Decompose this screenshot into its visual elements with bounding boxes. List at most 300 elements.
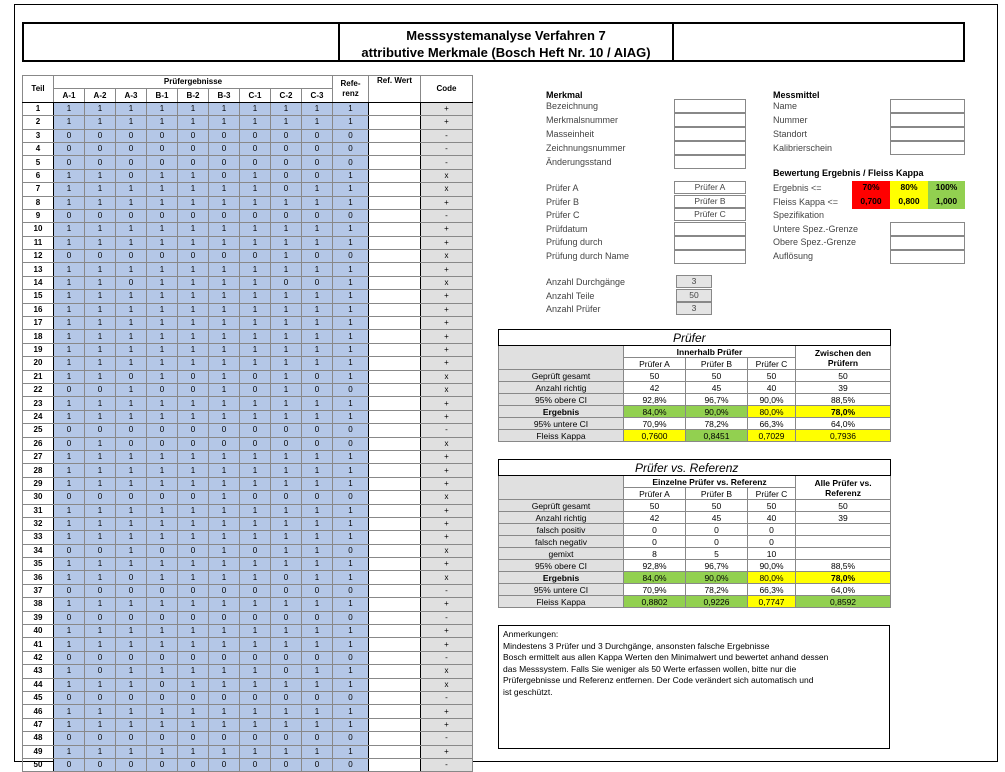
- ref-wert-cell[interactable]: [369, 343, 421, 356]
- result-cell[interactable]: 0: [209, 250, 240, 263]
- result-cell[interactable]: 1: [147, 450, 178, 463]
- ref-wert-cell[interactable]: [369, 638, 421, 651]
- result-cell[interactable]: 1: [147, 464, 178, 477]
- result-cell[interactable]: 1: [85, 183, 116, 196]
- result-cell[interactable]: 1: [116, 223, 147, 236]
- result-cell[interactable]: 1: [147, 343, 178, 356]
- result-cell[interactable]: 0: [54, 156, 85, 169]
- result-cell[interactable]: 0: [116, 169, 147, 182]
- result-cell[interactable]: 1: [240, 102, 271, 115]
- result-cell[interactable]: 1: [54, 397, 85, 410]
- result-cell[interactable]: 1: [85, 598, 116, 611]
- result-cell[interactable]: 1: [240, 678, 271, 691]
- result-cell[interactable]: 1: [54, 571, 85, 584]
- result-cell[interactable]: 0: [147, 437, 178, 450]
- result-cell[interactable]: 0: [302, 584, 333, 597]
- result-cell[interactable]: 1: [116, 196, 147, 209]
- result-cell[interactable]: 1: [209, 531, 240, 544]
- reference-cell[interactable]: 1: [333, 303, 369, 316]
- result-cell[interactable]: 1: [54, 196, 85, 209]
- result-cell[interactable]: 1: [240, 638, 271, 651]
- result-cell[interactable]: 1: [178, 665, 209, 678]
- result-cell[interactable]: 1: [302, 183, 333, 196]
- result-cell[interactable]: 1: [116, 678, 147, 691]
- result-cell[interactable]: 1: [85, 571, 116, 584]
- result-cell[interactable]: 0: [147, 209, 178, 222]
- result-cell[interactable]: 0: [240, 142, 271, 155]
- result-cell[interactable]: 0: [116, 424, 147, 437]
- result-cell[interactable]: 1: [271, 517, 302, 530]
- result-cell[interactable]: 1: [302, 343, 333, 356]
- result-cell[interactable]: 1: [147, 625, 178, 638]
- result-cell[interactable]: 1: [85, 477, 116, 490]
- pruefdatum-field[interactable]: [674, 222, 746, 236]
- ref-wert-cell[interactable]: [369, 544, 421, 557]
- result-cell[interactable]: 1: [240, 625, 271, 638]
- result-cell[interactable]: 1: [178, 531, 209, 544]
- result-cell[interactable]: 1: [147, 504, 178, 517]
- result-cell[interactable]: 1: [116, 638, 147, 651]
- result-cell[interactable]: 1: [240, 223, 271, 236]
- ref-wert-cell[interactable]: [369, 383, 421, 396]
- result-cell[interactable]: 1: [54, 410, 85, 423]
- result-cell[interactable]: 1: [54, 169, 85, 182]
- result-cell[interactable]: 1: [240, 558, 271, 571]
- result-cell[interactable]: 1: [147, 410, 178, 423]
- result-cell[interactable]: 0: [209, 424, 240, 437]
- result-cell[interactable]: 1: [178, 196, 209, 209]
- result-cell[interactable]: 0: [240, 491, 271, 504]
- result-cell[interactable]: 0: [116, 156, 147, 169]
- ref-wert-cell[interactable]: [369, 236, 421, 249]
- result-cell[interactable]: 0: [271, 156, 302, 169]
- result-cell[interactable]: 0: [116, 732, 147, 745]
- result-cell[interactable]: 1: [271, 102, 302, 115]
- result-cell[interactable]: 1: [85, 370, 116, 383]
- result-cell[interactable]: 0: [85, 142, 116, 155]
- aufloesung-field[interactable]: [890, 250, 965, 264]
- result-cell[interactable]: 1: [54, 183, 85, 196]
- result-cell[interactable]: 1: [209, 450, 240, 463]
- ref-wert-cell[interactable]: [369, 732, 421, 745]
- result-cell[interactable]: 1: [54, 638, 85, 651]
- result-cell[interactable]: 1: [302, 236, 333, 249]
- result-cell[interactable]: 0: [54, 383, 85, 396]
- reference-cell[interactable]: 1: [333, 357, 369, 370]
- result-cell[interactable]: 0: [54, 584, 85, 597]
- result-cell[interactable]: 0: [271, 129, 302, 142]
- result-cell[interactable]: 0: [271, 183, 302, 196]
- result-cell[interactable]: 0: [302, 383, 333, 396]
- result-cell[interactable]: 0: [54, 651, 85, 664]
- result-cell[interactable]: 0: [147, 129, 178, 142]
- result-cell[interactable]: 1: [178, 343, 209, 356]
- result-cell[interactable]: 0: [178, 732, 209, 745]
- ref-wert-cell[interactable]: [369, 705, 421, 718]
- ref-wert-cell[interactable]: [369, 598, 421, 611]
- result-cell[interactable]: 1: [116, 236, 147, 249]
- result-cell[interactable]: 1: [302, 477, 333, 490]
- result-cell[interactable]: 1: [147, 517, 178, 530]
- ref-wert-cell[interactable]: [369, 303, 421, 316]
- ref-wert-cell[interactable]: [369, 745, 421, 758]
- result-cell[interactable]: 1: [178, 102, 209, 115]
- reference-cell[interactable]: 0: [333, 758, 369, 771]
- result-cell[interactable]: 1: [302, 116, 333, 129]
- reference-cell[interactable]: 1: [333, 169, 369, 182]
- result-cell[interactable]: 1: [116, 450, 147, 463]
- result-cell[interactable]: 0: [147, 250, 178, 263]
- reference-cell[interactable]: 0: [333, 732, 369, 745]
- result-cell[interactable]: 1: [147, 116, 178, 129]
- result-cell[interactable]: 0: [209, 691, 240, 704]
- result-cell[interactable]: 0: [240, 437, 271, 450]
- reference-cell[interactable]: 1: [333, 236, 369, 249]
- result-cell[interactable]: 1: [147, 223, 178, 236]
- result-cell[interactable]: 1: [302, 571, 333, 584]
- result-cell[interactable]: 1: [85, 705, 116, 718]
- result-cell[interactable]: 1: [116, 343, 147, 356]
- result-cell[interactable]: 1: [178, 397, 209, 410]
- result-cell[interactable]: 1: [302, 263, 333, 276]
- result-cell[interactable]: 1: [178, 330, 209, 343]
- result-cell[interactable]: 0: [116, 250, 147, 263]
- result-cell[interactable]: 0: [85, 250, 116, 263]
- result-cell[interactable]: 1: [116, 517, 147, 530]
- result-cell[interactable]: 1: [116, 397, 147, 410]
- result-cell[interactable]: 1: [178, 625, 209, 638]
- result-cell[interactable]: 1: [209, 183, 240, 196]
- result-cell[interactable]: 0: [147, 678, 178, 691]
- result-cell[interactable]: 0: [85, 544, 116, 557]
- result-cell[interactable]: 1: [240, 705, 271, 718]
- result-cell[interactable]: 1: [116, 317, 147, 330]
- result-cell[interactable]: 1: [54, 370, 85, 383]
- result-cell[interactable]: 1: [147, 558, 178, 571]
- result-cell[interactable]: 1: [54, 236, 85, 249]
- result-cell[interactable]: 1: [302, 196, 333, 209]
- result-cell[interactable]: 0: [85, 732, 116, 745]
- result-cell[interactable]: 0: [209, 129, 240, 142]
- result-cell[interactable]: 1: [85, 223, 116, 236]
- result-cell[interactable]: 0: [116, 584, 147, 597]
- result-cell[interactable]: 1: [209, 276, 240, 289]
- result-cell[interactable]: 1: [85, 263, 116, 276]
- untere-spez-field[interactable]: [890, 222, 965, 236]
- result-cell[interactable]: 1: [209, 504, 240, 517]
- result-cell[interactable]: 1: [178, 223, 209, 236]
- reference-cell[interactable]: 0: [333, 209, 369, 222]
- result-cell[interactable]: 0: [147, 142, 178, 155]
- result-cell[interactable]: 0: [302, 611, 333, 624]
- result-cell[interactable]: 1: [240, 718, 271, 731]
- result-cell[interactable]: 1: [271, 705, 302, 718]
- pruefer-b-field[interactable]: Prüfer B: [674, 195, 746, 208]
- result-cell[interactable]: 1: [147, 303, 178, 316]
- result-cell[interactable]: 1: [271, 718, 302, 731]
- result-cell[interactable]: 0: [85, 209, 116, 222]
- result-cell[interactable]: 1: [116, 665, 147, 678]
- result-cell[interactable]: 1: [271, 410, 302, 423]
- result-cell[interactable]: 1: [85, 276, 116, 289]
- bezeichnung-field[interactable]: [674, 99, 746, 113]
- result-cell[interactable]: 0: [271, 169, 302, 182]
- result-cell[interactable]: 1: [178, 678, 209, 691]
- result-cell[interactable]: 0: [85, 651, 116, 664]
- ref-wert-cell[interactable]: [369, 611, 421, 624]
- result-cell[interactable]: 1: [116, 504, 147, 517]
- result-cell[interactable]: 0: [54, 491, 85, 504]
- result-cell[interactable]: 1: [271, 638, 302, 651]
- zeichnungsnummer-field[interactable]: [674, 141, 746, 155]
- result-cell[interactable]: 1: [116, 263, 147, 276]
- ref-wert-cell[interactable]: [369, 410, 421, 423]
- reference-cell[interactable]: 0: [333, 156, 369, 169]
- reference-cell[interactable]: 0: [333, 584, 369, 597]
- result-cell[interactable]: 1: [209, 544, 240, 557]
- result-cell[interactable]: 0: [178, 437, 209, 450]
- result-cell[interactable]: 1: [302, 317, 333, 330]
- result-cell[interactable]: 1: [271, 383, 302, 396]
- result-cell[interactable]: 1: [178, 263, 209, 276]
- result-cell[interactable]: 1: [271, 343, 302, 356]
- result-cell[interactable]: 1: [209, 571, 240, 584]
- ref-wert-cell[interactable]: [369, 758, 421, 771]
- result-cell[interactable]: 1: [302, 397, 333, 410]
- result-cell[interactable]: 1: [240, 357, 271, 370]
- reference-cell[interactable]: 1: [333, 223, 369, 236]
- result-cell[interactable]: 0: [178, 383, 209, 396]
- reference-cell[interactable]: 1: [333, 718, 369, 731]
- result-cell[interactable]: 1: [85, 357, 116, 370]
- result-cell[interactable]: 1: [209, 330, 240, 343]
- result-cell[interactable]: 1: [54, 464, 85, 477]
- ref-wert-cell[interactable]: [369, 397, 421, 410]
- result-cell[interactable]: 1: [54, 450, 85, 463]
- result-cell[interactable]: 1: [54, 531, 85, 544]
- result-cell[interactable]: 1: [240, 236, 271, 249]
- result-cell[interactable]: 1: [116, 477, 147, 490]
- result-cell[interactable]: 0: [54, 544, 85, 557]
- result-cell[interactable]: 1: [271, 625, 302, 638]
- result-cell[interactable]: 1: [240, 196, 271, 209]
- result-cell[interactable]: 1: [302, 410, 333, 423]
- reference-cell[interactable]: 1: [333, 678, 369, 691]
- reference-cell[interactable]: 1: [333, 558, 369, 571]
- reference-cell[interactable]: 0: [333, 383, 369, 396]
- ref-wert-cell[interactable]: [369, 370, 421, 383]
- result-cell[interactable]: 1: [85, 317, 116, 330]
- standort-field[interactable]: [890, 127, 965, 141]
- result-cell[interactable]: 1: [116, 598, 147, 611]
- reference-cell[interactable]: 1: [333, 745, 369, 758]
- result-cell[interactable]: 1: [54, 517, 85, 530]
- result-cell[interactable]: 1: [147, 290, 178, 303]
- reference-cell[interactable]: 0: [333, 611, 369, 624]
- result-cell[interactable]: 1: [85, 437, 116, 450]
- result-cell[interactable]: 1: [116, 745, 147, 758]
- result-cell[interactable]: 0: [271, 491, 302, 504]
- result-cell[interactable]: 0: [302, 651, 333, 664]
- result-cell[interactable]: 1: [240, 477, 271, 490]
- result-cell[interactable]: 1: [240, 598, 271, 611]
- ref-wert-cell[interactable]: [369, 517, 421, 530]
- result-cell[interactable]: 1: [178, 517, 209, 530]
- result-cell[interactable]: 0: [85, 691, 116, 704]
- ref-wert-cell[interactable]: [369, 464, 421, 477]
- result-cell[interactable]: 1: [147, 531, 178, 544]
- result-cell[interactable]: 0: [302, 424, 333, 437]
- result-cell[interactable]: 1: [147, 705, 178, 718]
- reference-cell[interactable]: 1: [333, 410, 369, 423]
- result-cell[interactable]: 0: [271, 691, 302, 704]
- ref-wert-cell[interactable]: [369, 209, 421, 222]
- result-cell[interactable]: 1: [147, 236, 178, 249]
- reference-cell[interactable]: 1: [333, 317, 369, 330]
- result-cell[interactable]: 1: [302, 290, 333, 303]
- result-cell[interactable]: 0: [54, 691, 85, 704]
- result-cell[interactable]: 1: [209, 263, 240, 276]
- result-cell[interactable]: 0: [271, 758, 302, 771]
- result-cell[interactable]: 0: [209, 156, 240, 169]
- result-cell[interactable]: 1: [116, 357, 147, 370]
- reference-cell[interactable]: 0: [333, 142, 369, 155]
- result-cell[interactable]: 0: [209, 142, 240, 155]
- result-cell[interactable]: 0: [147, 544, 178, 557]
- result-cell[interactable]: 1: [116, 544, 147, 557]
- result-cell[interactable]: 0: [178, 424, 209, 437]
- result-cell[interactable]: 1: [54, 290, 85, 303]
- result-cell[interactable]: 0: [271, 665, 302, 678]
- result-cell[interactable]: 0: [85, 611, 116, 624]
- result-cell[interactable]: 0: [147, 691, 178, 704]
- ref-wert-cell[interactable]: [369, 531, 421, 544]
- result-cell[interactable]: 1: [116, 625, 147, 638]
- reference-cell[interactable]: 0: [333, 544, 369, 557]
- result-cell[interactable]: 1: [271, 450, 302, 463]
- result-cell[interactable]: 1: [271, 236, 302, 249]
- result-cell[interactable]: 0: [178, 250, 209, 263]
- result-cell[interactable]: 0: [209, 732, 240, 745]
- result-cell[interactable]: 1: [209, 290, 240, 303]
- result-cell[interactable]: 1: [271, 196, 302, 209]
- result-cell[interactable]: 1: [116, 102, 147, 115]
- result-cell[interactable]: 1: [178, 638, 209, 651]
- result-cell[interactable]: 1: [54, 317, 85, 330]
- reference-cell[interactable]: 0: [333, 437, 369, 450]
- result-cell[interactable]: 1: [240, 116, 271, 129]
- ref-wert-cell[interactable]: [369, 625, 421, 638]
- result-cell[interactable]: 0: [240, 732, 271, 745]
- result-cell[interactable]: 0: [116, 571, 147, 584]
- result-cell[interactable]: 0: [209, 584, 240, 597]
- result-cell[interactable]: 1: [85, 343, 116, 356]
- ref-wert-cell[interactable]: [369, 357, 421, 370]
- result-cell[interactable]: 0: [147, 424, 178, 437]
- result-cell[interactable]: 0: [116, 437, 147, 450]
- result-cell[interactable]: 1: [116, 558, 147, 571]
- result-cell[interactable]: 1: [271, 223, 302, 236]
- ref-wert-cell[interactable]: [369, 156, 421, 169]
- result-cell[interactable]: 1: [240, 169, 271, 182]
- result-cell[interactable]: 1: [85, 196, 116, 209]
- reference-cell[interactable]: 0: [333, 250, 369, 263]
- reference-cell[interactable]: 1: [333, 665, 369, 678]
- result-cell[interactable]: 1: [271, 370, 302, 383]
- result-cell[interactable]: 1: [85, 116, 116, 129]
- result-cell[interactable]: 0: [271, 732, 302, 745]
- reference-cell[interactable]: 1: [333, 517, 369, 530]
- result-cell[interactable]: 1: [209, 317, 240, 330]
- ref-wert-cell[interactable]: [369, 116, 421, 129]
- result-cell[interactable]: 1: [271, 397, 302, 410]
- result-cell[interactable]: 1: [147, 718, 178, 731]
- reference-cell[interactable]: 1: [333, 638, 369, 651]
- result-cell[interactable]: 1: [302, 517, 333, 530]
- result-cell[interactable]: 0: [178, 209, 209, 222]
- result-cell[interactable]: 0: [271, 209, 302, 222]
- reference-cell[interactable]: 0: [333, 491, 369, 504]
- result-cell[interactable]: 1: [85, 678, 116, 691]
- result-cell[interactable]: 1: [209, 705, 240, 718]
- result-cell[interactable]: 1: [240, 303, 271, 316]
- result-cell[interactable]: 0: [271, 437, 302, 450]
- result-cell[interactable]: 1: [209, 745, 240, 758]
- result-cell[interactable]: 1: [302, 464, 333, 477]
- result-cell[interactable]: 0: [240, 209, 271, 222]
- result-cell[interactable]: 1: [240, 330, 271, 343]
- reference-cell[interactable]: 1: [333, 102, 369, 115]
- result-cell[interactable]: 1: [147, 745, 178, 758]
- result-cell[interactable]: 0: [209, 169, 240, 182]
- result-cell[interactable]: 1: [54, 343, 85, 356]
- result-cell[interactable]: 1: [178, 464, 209, 477]
- ref-wert-cell[interactable]: [369, 330, 421, 343]
- result-cell[interactable]: 0: [85, 665, 116, 678]
- result-cell[interactable]: 1: [54, 504, 85, 517]
- result-cell[interactable]: 1: [240, 531, 271, 544]
- result-cell[interactable]: 1: [178, 183, 209, 196]
- result-cell[interactable]: 1: [147, 102, 178, 115]
- result-cell[interactable]: 1: [178, 116, 209, 129]
- result-cell[interactable]: 1: [271, 504, 302, 517]
- result-cell[interactable]: 1: [302, 718, 333, 731]
- result-cell[interactable]: 1: [271, 531, 302, 544]
- result-cell[interactable]: 0: [302, 691, 333, 704]
- result-cell[interactable]: 1: [271, 317, 302, 330]
- result-cell[interactable]: 0: [178, 651, 209, 664]
- result-cell[interactable]: 1: [209, 343, 240, 356]
- masseinheit-field[interactable]: [674, 127, 746, 141]
- reference-cell[interactable]: 1: [333, 450, 369, 463]
- result-cell[interactable]: 0: [54, 129, 85, 142]
- result-cell[interactable]: 0: [209, 611, 240, 624]
- result-cell[interactable]: 1: [302, 223, 333, 236]
- reference-cell[interactable]: 1: [333, 598, 369, 611]
- result-cell[interactable]: 1: [271, 464, 302, 477]
- result-cell[interactable]: 1: [54, 116, 85, 129]
- result-cell[interactable]: 0: [116, 758, 147, 771]
- result-cell[interactable]: 1: [209, 477, 240, 490]
- result-cell[interactable]: 1: [271, 303, 302, 316]
- result-cell[interactable]: 1: [178, 290, 209, 303]
- result-cell[interactable]: 0: [209, 758, 240, 771]
- ref-wert-cell[interactable]: [369, 477, 421, 490]
- result-cell[interactable]: 1: [147, 477, 178, 490]
- ref-wert-cell[interactable]: [369, 317, 421, 330]
- result-cell[interactable]: 1: [116, 705, 147, 718]
- reference-cell[interactable]: 1: [333, 504, 369, 517]
